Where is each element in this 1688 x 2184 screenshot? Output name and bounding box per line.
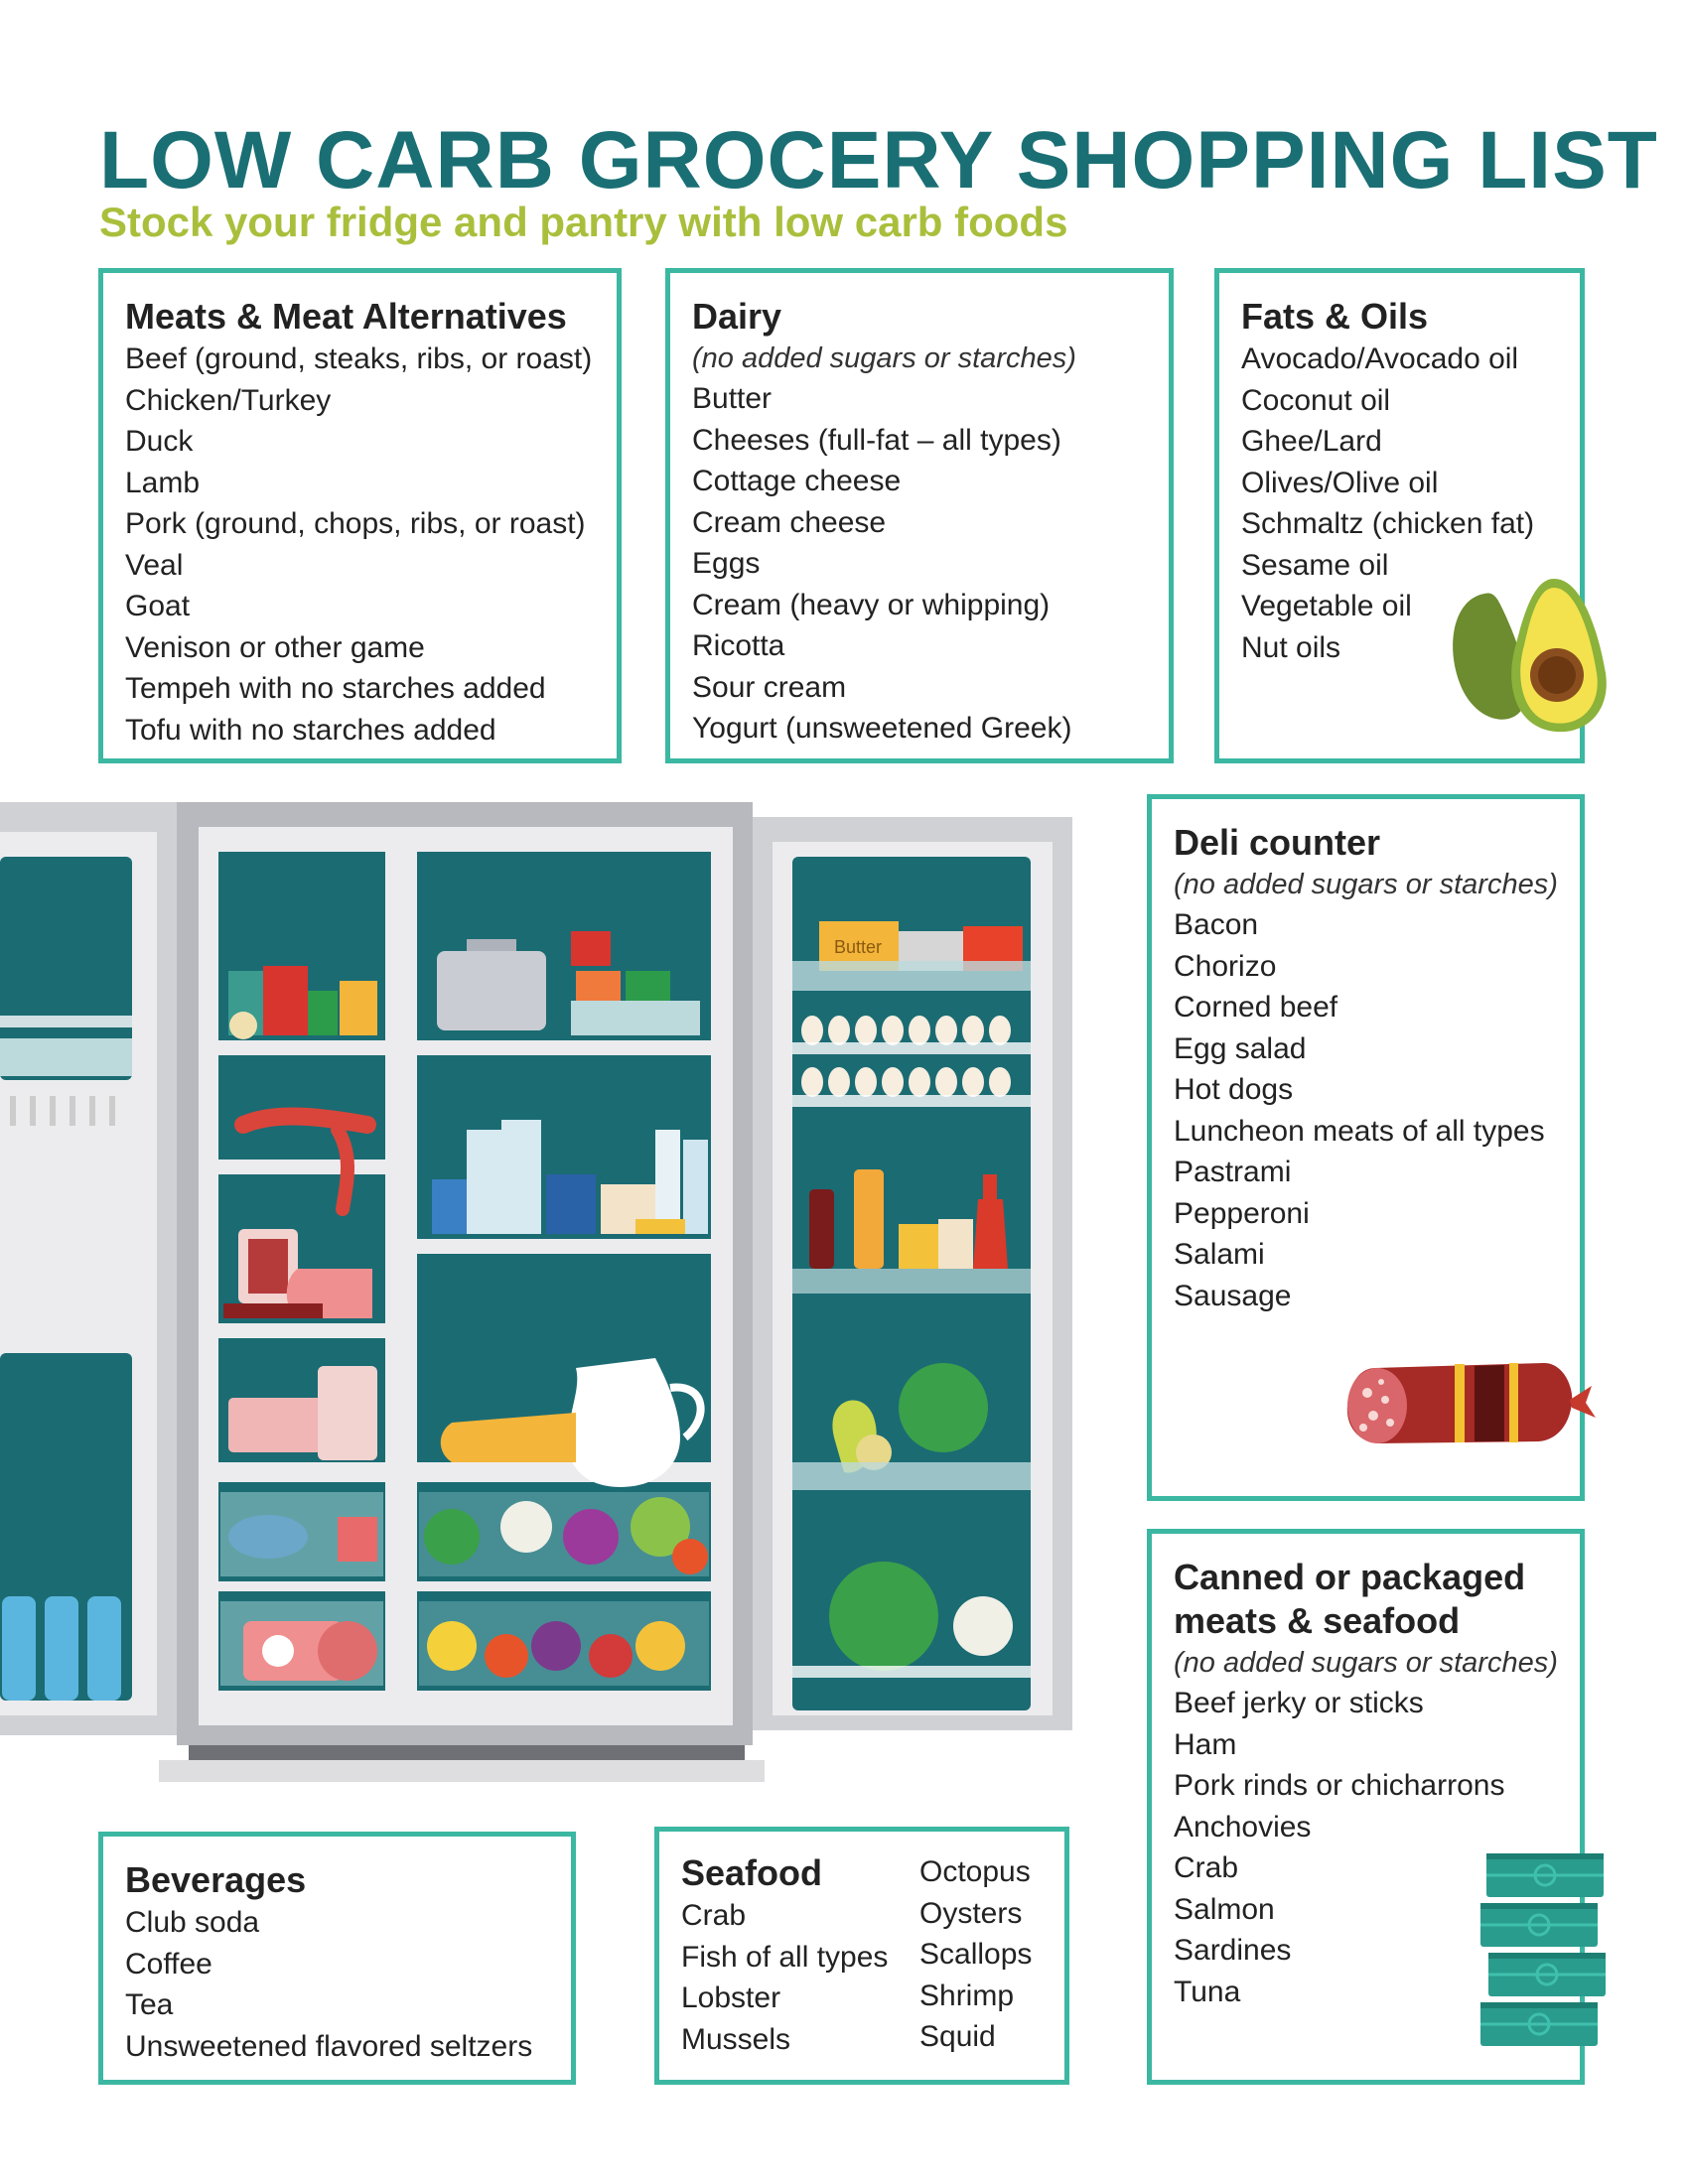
- beverages-list: [125, 1902, 571, 2067]
- list-item: Sausage: [1174, 1279, 1292, 1312]
- salami-icon: [1336, 1348, 1604, 1457]
- list-item: Shrimp: [919, 1979, 1015, 2012]
- list-item: Tofu with no starches added: [125, 713, 496, 747]
- list-item: Hot dogs: [1174, 1073, 1294, 1106]
- canned-title-line2: meats & seafood: [1174, 1600, 1461, 1641]
- avocado-icon: [1445, 574, 1623, 738]
- list-item: Anchovies: [1174, 1810, 1312, 1843]
- canned-fish-icon: [1475, 1851, 1609, 2050]
- list-item: Coffee: [125, 1947, 212, 1980]
- list-item: Lamb: [125, 466, 201, 499]
- canned-note: (no added sugars or starches): [1174, 1647, 1558, 1679]
- list-item: Octopus: [919, 1855, 1031, 1888]
- seafood-column-2: [919, 1851, 1032, 2060]
- list-item: Beef (ground, steaks, ribs, or roast): [125, 342, 593, 375]
- list-item: Beef jerky or sticks: [1174, 1687, 1424, 1719]
- list-item: Club soda: [125, 1906, 260, 1939]
- list-item: Cottage cheese: [692, 465, 902, 497]
- list-item: Cheeses (full-fat – all types): [692, 423, 1061, 457]
- list-item: Tuna: [1174, 1975, 1241, 2008]
- list-item: Sardines: [1174, 1934, 1292, 1967]
- page-subtitle: Stock your fridge and pantry with low carb foods: [99, 199, 1068, 245]
- list-item: Crab: [681, 1899, 747, 1932]
- dairy-list: [692, 378, 1169, 750]
- open-fridge-illustration: [0, 802, 1072, 1785]
- list-item: Squid: [919, 2020, 996, 2053]
- list-item: Sesame oil: [1241, 548, 1389, 582]
- list-item: Unsweetened flavored seltzers: [125, 2029, 533, 2063]
- seafood-list-1: [681, 1895, 919, 2060]
- list-item: Bacon: [1174, 908, 1259, 941]
- seafood-title: Seafood: [681, 1852, 823, 1893]
- list-item: Oysters: [919, 1896, 1023, 1930]
- list-item: Scallops: [919, 1938, 1033, 1971]
- meats-section: [98, 268, 622, 763]
- list-item: Luncheon meats of all types: [1174, 1114, 1545, 1148]
- list-item: Ham: [1174, 1727, 1237, 1761]
- list-item: Venison or other game: [125, 630, 425, 664]
- list-item: Pepperoni: [1174, 1196, 1310, 1230]
- fats-title: Fats & Oils: [1241, 296, 1429, 337]
- seafood-section: [654, 1827, 1069, 2085]
- list-item: Chicken/Turkey: [125, 383, 332, 417]
- meats-title: Meats & Meat Alternatives: [125, 296, 567, 337]
- list-item: Eggs: [692, 547, 761, 580]
- list-item: Salami: [1174, 1238, 1265, 1271]
- list-item: Lobster: [681, 1981, 781, 2014]
- list-item: Olives/Olive oil: [1241, 466, 1439, 499]
- list-item: Coconut oil: [1241, 383, 1391, 417]
- meats-list: [125, 339, 617, 751]
- canned-title-line1: Canned or packaged: [1174, 1557, 1526, 1597]
- list-item: Ricotta: [692, 629, 785, 662]
- list-item: Avocado/Avocado oil: [1241, 342, 1519, 375]
- deli-list: [1174, 904, 1580, 1316]
- list-item: Pork rinds or chicharrons: [1174, 1769, 1505, 1802]
- dairy-title: Dairy: [692, 296, 782, 337]
- list-item: Vegetable oil: [1241, 590, 1412, 622]
- list-item: Mussels: [681, 2022, 791, 2056]
- list-item: Cream (heavy or whipping): [692, 588, 1051, 621]
- list-item: Salmon: [1174, 1892, 1275, 1926]
- list-item: Fish of all types: [681, 1940, 889, 1974]
- list-item: Crab: [1174, 1851, 1239, 1884]
- list-item: Chorizo: [1174, 949, 1277, 983]
- deli-title: Deli counter: [1174, 822, 1381, 863]
- list-item: Yogurt (unsweetened Greek): [692, 712, 1072, 745]
- seafood-list-2: [919, 1851, 1032, 2058]
- dairy-note: (no added sugars or starches): [692, 342, 1076, 374]
- list-item: Corned beef: [1174, 991, 1338, 1024]
- page-title: LOW CARB GROCERY SHOPPING LIST: [99, 115, 1658, 205]
- list-item: Sour cream: [692, 670, 847, 704]
- list-item: Goat: [125, 590, 191, 622]
- butter-label: Butter: [834, 937, 883, 957]
- list-item: Cream cheese: [692, 505, 887, 539]
- list-item: Tempeh with no starches added: [125, 672, 546, 705]
- list-item: Pork (ground, chops, ribs, or roast): [125, 507, 586, 540]
- list-item: Ghee/Lard: [1241, 425, 1382, 458]
- list-item: Pastrami: [1174, 1156, 1292, 1188]
- list-item: Nut oils: [1241, 630, 1341, 664]
- seafood-column-1: [681, 1851, 919, 2060]
- list-item: Schmaltz (chicken fat): [1241, 507, 1535, 540]
- list-item: Duck: [125, 425, 194, 458]
- list-item: Veal: [125, 548, 184, 582]
- list-item: Tea: [125, 1988, 174, 2021]
- beverages-section: [98, 1832, 576, 2085]
- dairy-section: [665, 268, 1174, 763]
- beverages-title: Beverages: [125, 1859, 307, 1900]
- deli-note: (no added sugars or starches): [1174, 869, 1558, 900]
- list-item: Butter: [692, 382, 773, 415]
- list-item: Egg salad: [1174, 1031, 1307, 1065]
